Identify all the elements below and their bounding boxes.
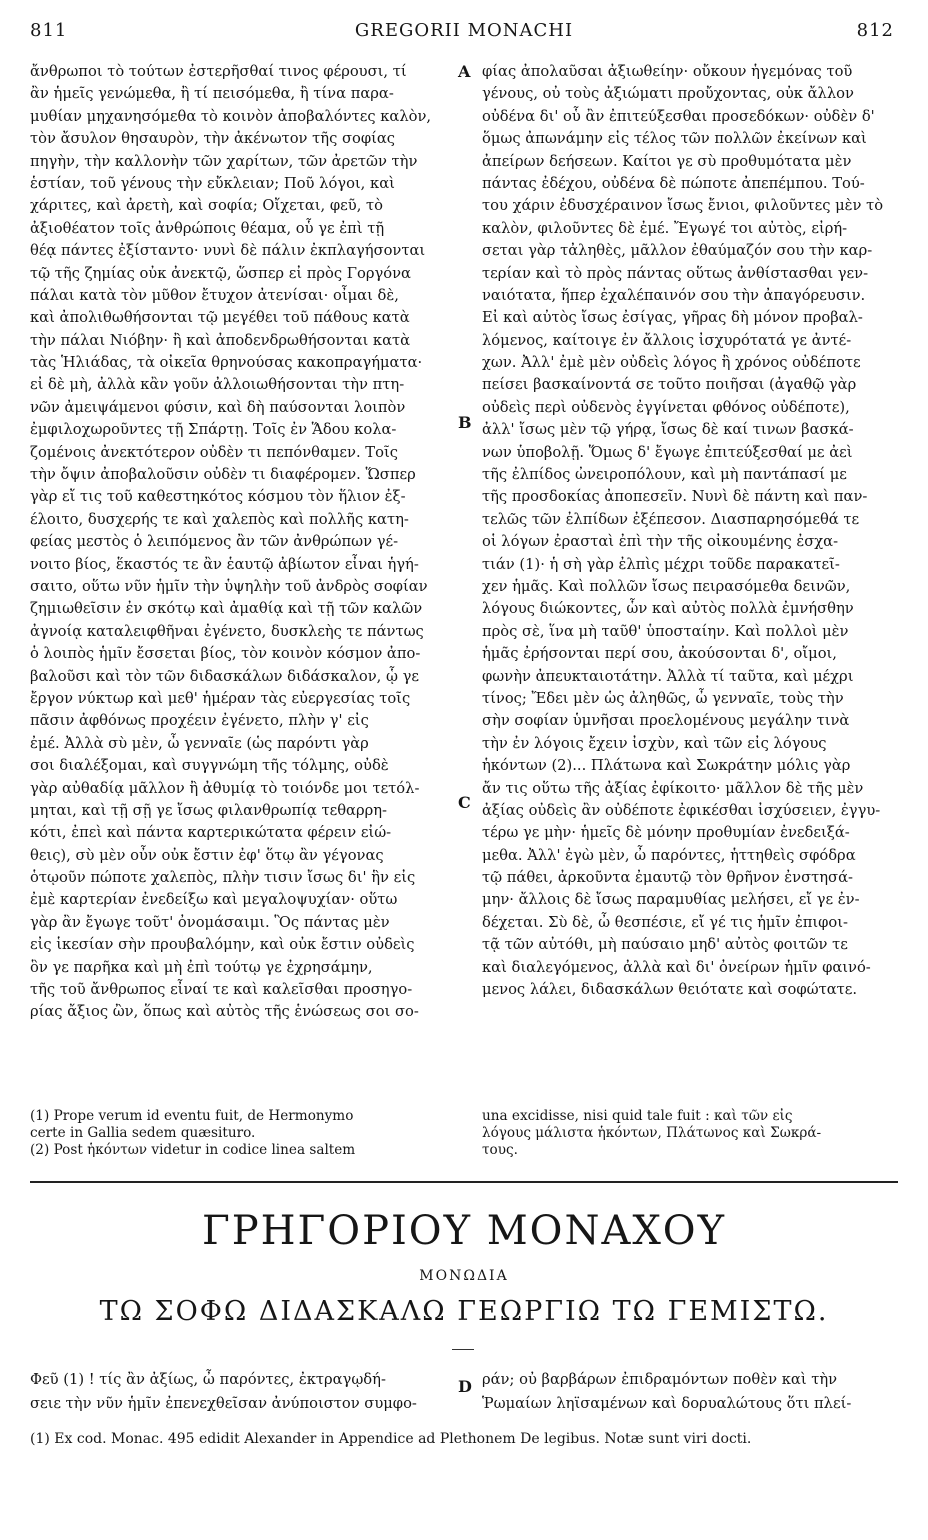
margin-marker-a: A [458, 62, 471, 81]
text-line: τᾷ τῶν αὐτόθι, μὴ παύσαιο μηδ' αὐτὸς φοιτῶν τε [482, 936, 848, 954]
text-line: ἀγνοίᾳ καταλειφθῆναι ἐγένετο, δυσκλεὴς τε πάντως [30, 622, 424, 640]
footnote-line: (2) Post ἡκόντων videtur in codice linea saltem [30, 1142, 356, 1158]
bottom-footnote: (1) Ex cod. Monac. 495 edidit Alexander in Appendice ad Plethonem De legibus. Notæ sunt viri docti. [30, 1431, 752, 1447]
text-line: έλοιτο, δυσχερής τε καὶ χαλεπὸς καὶ πολλῆς κατη- [30, 510, 409, 528]
text-line: ἐμέ. Ἀλλὰ σὺ μὲν, ὦ γενναῖε (ὡς παρόντι γὰρ [30, 734, 369, 752]
text-line: νων ὑποβολῇ. Ὅμως δ' ἔγωγε ἐπιτεύξεσθαί με ἀεὶ [482, 443, 853, 461]
text-line: τῷ πάθει, ἀρκοῦντα ἐμαυτῷ τὸν θρῆνον ἐνστησά- [482, 869, 853, 887]
short-divider [452, 1349, 474, 1350]
text-line: ὁ λοιπὸς ἡμῖν ἔσσεται βίος, τὸν κοινὸν κόσμον ἀπο- [30, 645, 421, 663]
text-line: ράν; οὐ βαρβάρων ἐπιδραμόντων ποθὲν καὶ τὴν [482, 1371, 838, 1388]
text-line: ἄνθρωποι τὸ τούτων ἐστερῆσθαί τινος φέρουσι, τί [30, 63, 407, 80]
text-line: μηται, καὶ τῇ σῇ γε ἴσως φιλανθρωπίᾳ τεθαρρη- [30, 801, 387, 819]
text-line: ἀλλ' ἴσως μὲν τῷ γήρᾳ, ἴσως δὲ καί τινων βασκά- [482, 421, 854, 439]
text-line: εἰ δὲ μὴ, ἀλλὰ κἂν γοῦν ἀλλοιωθήσονται τὴν πτη- [30, 376, 405, 394]
section-subtitle: ΜΟΝΩΔΙΑ [419, 1268, 509, 1284]
text-line: τὴν πάλαι Νιόβην· ἢ καὶ ἀποδενδρωθήσονται κατὰ [30, 331, 411, 349]
text-line: ἡμᾶς ἐρήσονται περί σου, ἀκούσονται δ', οἴμοι, [482, 645, 837, 663]
text-line: γὰρ αὐθαδίᾳ μᾶλλον ἢ ἀθυμίᾳ τὸ τοιόνδε μοι τετόλ- [30, 779, 420, 797]
text-line: τὰς Ἡλιάδας, τὰ οἰκεῖα θρηνούσας κακοπραγήματα· [30, 354, 423, 372]
text-line: δέχεται. Σὺ δὲ, ὦ θεσπέσιε, εἴ γέ τις ἡμῖν ἐπιφοι- [482, 913, 848, 931]
text-line: πάλαι κατὰ τὸν μῦθον ἔτυχον ἀτενίσαι· οἶμαι δὲ, [30, 286, 399, 304]
text-line: πᾶσιν ἀφθόνως προχέειν ἐγένετο, πλὴν γ' εἰς [30, 712, 369, 730]
text-line: χάριτες, καὶ ἀρετὴ, καὶ σοφία; Οἴχεται, φεῦ, τὸ [30, 197, 384, 215]
text-line: τῆς τοῦ ἄνθρωπος εἶναί τε καὶ καλεῖσθαι προσηγο- [30, 981, 413, 999]
text-line: ὅμως ἀπωνάμην εἰς τέλος τῶν πολλῶν ἐκείνων καὶ [482, 130, 867, 148]
text-line: τίνος; Ἔδει μὲν ὡς ἀληθῶς, ὦ γενναῖε, τοὺς τὴν [482, 689, 844, 707]
text-line: λόγους διώκοντες, ὧν καὶ αὐτὸς πολλὰ ἐμνήσθην [482, 600, 854, 618]
text-line: νοιτο βίος, ἕκαστός τε ἂν ἑαυτῷ ἀβίωτον εἶναι ἡγή- [30, 555, 419, 573]
text-line: πείσει βασκαίνοντά σε τοῦτο ποιῆσαι (ἀγαθῷ γὰρ [482, 376, 857, 394]
text-line: τῷ τῆς ζημίας οὐκ ἀνεκτῷ, ὥσπερ εἰ πρὸς Γοργόνα [30, 264, 411, 282]
text-line: ἂν ἡμεῖς γενώμεθα, ἢ τί πεισόμεθα, ἢ τίνα παρα- [30, 85, 394, 103]
footnotes-left [30, 1108, 460, 1159]
footnote-line: certe in Gallia sedem quæsituro. [30, 1125, 256, 1141]
text-line: σειε τὴν νῦν ἡμῖν ἐπενεχθεῖσαν ἀνύποιστον συμφο- [30, 1395, 417, 1412]
text-line: θέᾳ πάντες ἐξίσταντο· νυνὶ δὲ πάλιν ἐκπλαγήσονται [30, 242, 426, 260]
text-line: τέρω γε μὴν· ἡμεῖς δὲ μόνην προθυμίαν ἐνεδειξά- [482, 824, 850, 842]
text-line: Ῥωμαίων ληϊσαμένων καὶ δορυαλώτους ὅτι πλεί- [482, 1395, 852, 1412]
text-line: ἑστίαν, τοῦ γένους τὴν εὔκλειαν; Ποῦ λόγοι, καὶ [30, 174, 395, 192]
text-line: οὐδεὶς περὶ οὐδενὸς ἐγγίνεται φθόνος οὐδέποτε), [482, 398, 850, 416]
text-line: γένους, οὐ τοὺς ἀξιώματι προὔχοντας, οὐκ ἄλλον [482, 85, 854, 103]
text-line: σοι διαλέξομαι, καὶ συγγνώμη τῆς τόλμης, οὐδὲ [30, 757, 389, 775]
text-line: καὶ ἀπολιθωθήσονται τῷ μεγέθει τοῦ πάθους κατὰ [30, 309, 410, 327]
section-body-left [30, 1368, 450, 1416]
text-line: τιάν (1)· ἡ σὴ γὰρ ἐλπὶς μέχρι τοῦδε παρακατεῖ- [482, 555, 840, 573]
text-line: ἔργον νύκτωρ καὶ μεθ' ἡμέραν τὰς εὐεργεσίας τοῖς [30, 689, 411, 707]
text-line: μυθίαν μηχανησόμεθα τὸ κοινὸν ἀποβαλόντες καλὸν, [30, 107, 432, 125]
text-line: εἰς ἱκεσίαν σὴν προυβαλόμην, καὶ οὐκ ἔστιν οὐδεὶς [30, 936, 415, 954]
text-line: φείας μεστὸς ὁ λειπόμενος ἂν τῶν ἀνθρώπων γέ- [30, 533, 399, 551]
text-line: πρὸς σὲ, ἵνα μὴ ταῦθ' ὑποσταίην. Καὶ πολλοὶ μὲν [482, 622, 849, 640]
text-line: σεται γὰρ τἀληθὲς, μᾶλλον ἐθαύμαζόν σου τὴν καρ- [482, 242, 873, 260]
text-line: τὸν ἄσυλον θησαυρὸν, τὴν ἀκένωτον τῆς σοφίας [30, 130, 396, 148]
left-text-column [30, 61, 450, 1024]
text-line: χεν ἡμᾶς. Καὶ πολλῶν ἴσως πειρασόμεθα δεινῶν, [482, 577, 851, 595]
text-line: πηγὴν, τὴν καλλονὴν τῶν χαρίτων, τῶν ἀρετῶν τὴν [30, 152, 418, 170]
text-line: φωνὴν ἀπευκταιοτάτην. Ἀλλὰ τί ταῦτα, καὶ μέχρι [482, 667, 854, 685]
text-line: ἐμὲ καρτερίαν ἐνεδείξω καὶ μεγαλοψυχίαν· οὕτω [30, 891, 398, 909]
footnote-line: λόγους μάλιστα ἡκόντων, Πλάτωνος καὶ Σωκρά- [482, 1125, 822, 1141]
text-line: λόμενος, καίτοιγε ἐν ἄλλοις ἰσχυρότατά γε ἀντέ- [482, 331, 852, 349]
text-line: τὴν ὄψιν ἀποβαλοῦσιν οὐδὲν τι διαφέρομεν. Ὥσπερ [30, 466, 416, 484]
text-line: ἀπείρων δεήσεων. Καίτοι γε σὺ προθυμότατα μὲν [482, 152, 852, 170]
text-line: ζομένοις ἀνεκτότερον οὐδὲν τι πεπόνθαμεν. Τοῖς [30, 443, 398, 461]
text-line: βαλοῦσι καὶ τὸν τῶν διδασκάλων διδάσκαλον, ᾧ γε [30, 667, 420, 685]
text-line: ἐμφιλοχωροῦντες τῇ Σπάρτῃ. Τοῖς ἐν Ἅδου κολα- [30, 421, 397, 439]
section-body-right [482, 1368, 902, 1416]
text-line: τὴν ἐν λόγοις ἔχειν ἰσχὺν, καὶ τῶν εἰς λόγους [482, 734, 827, 752]
page-number-left: 811 [30, 20, 68, 41]
text-line: μεθα. Ἀλλ' ἐγὼ μὲν, ὦ παρόντες, ἡττηθεὶς σφόδρα [482, 846, 856, 864]
text-line: οὐδένα δι' οὗ ἂν ἐπιτεύξεσθαι προσεδόκων· οὐδὲν δ' [482, 107, 875, 125]
text-line: του χάριν ἐδυσχέραινον ἴσως ἔνιοι, φιλοῦντες μὲν τὸ [482, 197, 884, 215]
running-title: GREGORII MONACHI [354, 20, 574, 41]
text-line: θεις), σὺ μὲν οὖν οὐκ ἔστιν ἐφ' ὅτῳ ἂν γέγονας [30, 846, 384, 864]
text-line: ἄν τις οὕτω τῆς ἀξίας ἐφίκοιτο· μᾶλλον δὲ τῆς μὲν [482, 779, 864, 797]
margin-marker-c: C [458, 793, 471, 812]
text-line: ὃν γε παρῆκα καὶ μὴ ἐπὶ τούτῳ γε ἐχρησάμην, [30, 958, 373, 976]
text-line: σαιτο, οὕτω νῦν ἡμῖν τὴν ὑψηλὴν τοῦ ἀνδρὸς σοφίαν [30, 577, 428, 595]
text-line: οἱ λόγων ἐρασταὶ ἐπὶ τὴν τῆς οἰκουμένης ἐσχα- [482, 533, 839, 551]
text-line: καλὸν, φιλοῦντες δὲ ἐμέ. Ἔγωγέ τοι αὐτὸς, εἰρή- [482, 219, 848, 237]
section-dedication: ΤΩ ΣΟΦΩ ΔΙΔΑΣΚΑΛΩ ΓΕΩΡΓΙΩ ΤΩ ΓΕΜΙΣΤΩ. [99, 1296, 829, 1327]
footnote-line: una excidisse, nisi quid tale fuit : καὶ τῶν εἰς [482, 1108, 793, 1124]
text-line: ἡκόντων (2)... Πλάτωνα καὶ Σωκράτην μόλις γὰρ [482, 757, 851, 775]
text-line: φίας ἀπολαῦσαι ἀξιωθείην· οὔκουν ἡγεμόνας τοῦ [482, 63, 853, 80]
text-line: μενος λάλει, διδασκάλων θειότατε καὶ σοφώτατε. [482, 981, 858, 999]
text-line: ἀξιοθέατον τοῖς ἀνθρώποις θέαμα, οὗ γε ἐπὶ τῇ [30, 219, 385, 237]
text-line: τῆς προσδοκίας ἀποπεσεῖν. Νυνὶ δὲ πάντη καὶ παν- [482, 488, 868, 506]
text-line: τελῶς τῶν ἐλπίδων ἐξέπεσον. Διασπαρησόμεθά τε [482, 510, 860, 528]
text-line: καὶ διαλεγόμενος, ἀλλὰ καὶ δι' ὀνείρων ἡμῖν φαινό- [482, 958, 871, 976]
footnote-line: τους. [482, 1142, 518, 1158]
text-line: μην· ἄλλοις δὲ ἴσως παραμυθίας μελήσει, εἴ γε ἐν- [482, 891, 860, 909]
text-line: ἀξίας οὐδεὶς ἂν οὐδέποτε ἐφικέσθαι ἰσχύσειεν, ἐγγυ- [482, 801, 881, 819]
page-number-right: 812 [856, 20, 894, 41]
text-line: νῶν ἀμειψάμενοι φύσιν, καὶ δὴ παύσονται λοιπὸν [30, 398, 406, 416]
text-line: πάντας ἐδέχου, οὐδένα δὲ πώποτε ἀπεπέμπου. Τού- [482, 174, 865, 192]
text-line: σὴν σοφίαν ὑμνῆσαι προελομένους μεγάλην τινὰ [482, 712, 850, 730]
text-line: χων. Ἀλλ' ἐμὲ μὲν οὐδεὶς λόγος ἢ χρόνος οὐδέποτε [482, 354, 861, 372]
section-title: ΓΡΗΓΟΡΙΟΥ ΜΟΝΑΧΟΥ [201, 1208, 727, 1254]
section-divider [30, 1181, 898, 1183]
margin-marker-d: D [458, 1377, 472, 1396]
footnote-line: (1) Prope verum id eventu fuit, de Hermonymo [30, 1108, 354, 1124]
text-line: γὰρ ἂν ἔγωγε τοῦτ' ὀνομάσαιμι. Ὃς πάντας μὲν [30, 913, 390, 931]
text-line: κότι, ἐπεὶ καὶ πάντα καρτερικώτατα φέρειν εἰώ- [30, 824, 392, 842]
text-line: ὁτῳοῦν πώποτε χαλεπὸς, πλὴν τισιν ἴσως δι' ἣν εἰς [30, 869, 416, 887]
text-line: τῆς ἐλπίδος ὠνειροπόλουν, καὶ μὴ παντάπασί με [482, 466, 847, 484]
text-line: Εἰ καὶ αὐτὸς ἴσως ἐσίγας, γῆρας δὴ μόνον προβαλ- [482, 309, 863, 327]
text-line: τερίαν καὶ τὸ πρὸς πάντας οὕτως ἀνθίστασθαι γεν- [482, 264, 869, 282]
footnotes-right [482, 1108, 902, 1159]
right-text-column [482, 61, 902, 1001]
text-line: ζημιωθεῖσιν ἐν σκότῳ καὶ ἀμαθίᾳ καὶ τῇ τῶν καλῶν [30, 600, 423, 618]
text-line: ναιότατα, ἥπερ ἐχαλέπαινόν σου τὴν ἀπαγόρευσιν. [482, 286, 866, 304]
text-line: γὰρ εἴ τις τοῦ καθεστηκότος κόσμου τὸν ἥλιον ἐξ- [30, 488, 406, 506]
text-line: Φεῦ (1) ! τίς ἂν ἀξίως, ὦ παρόντες, ἐκτραγῳδή- [30, 1371, 386, 1388]
margin-marker-b: B [458, 413, 472, 432]
text-line: ρίας ἄξιος ὢν, ὅπως καὶ αὐτὸς τῆς ἑνώσεως σοι σο- [30, 1003, 419, 1021]
